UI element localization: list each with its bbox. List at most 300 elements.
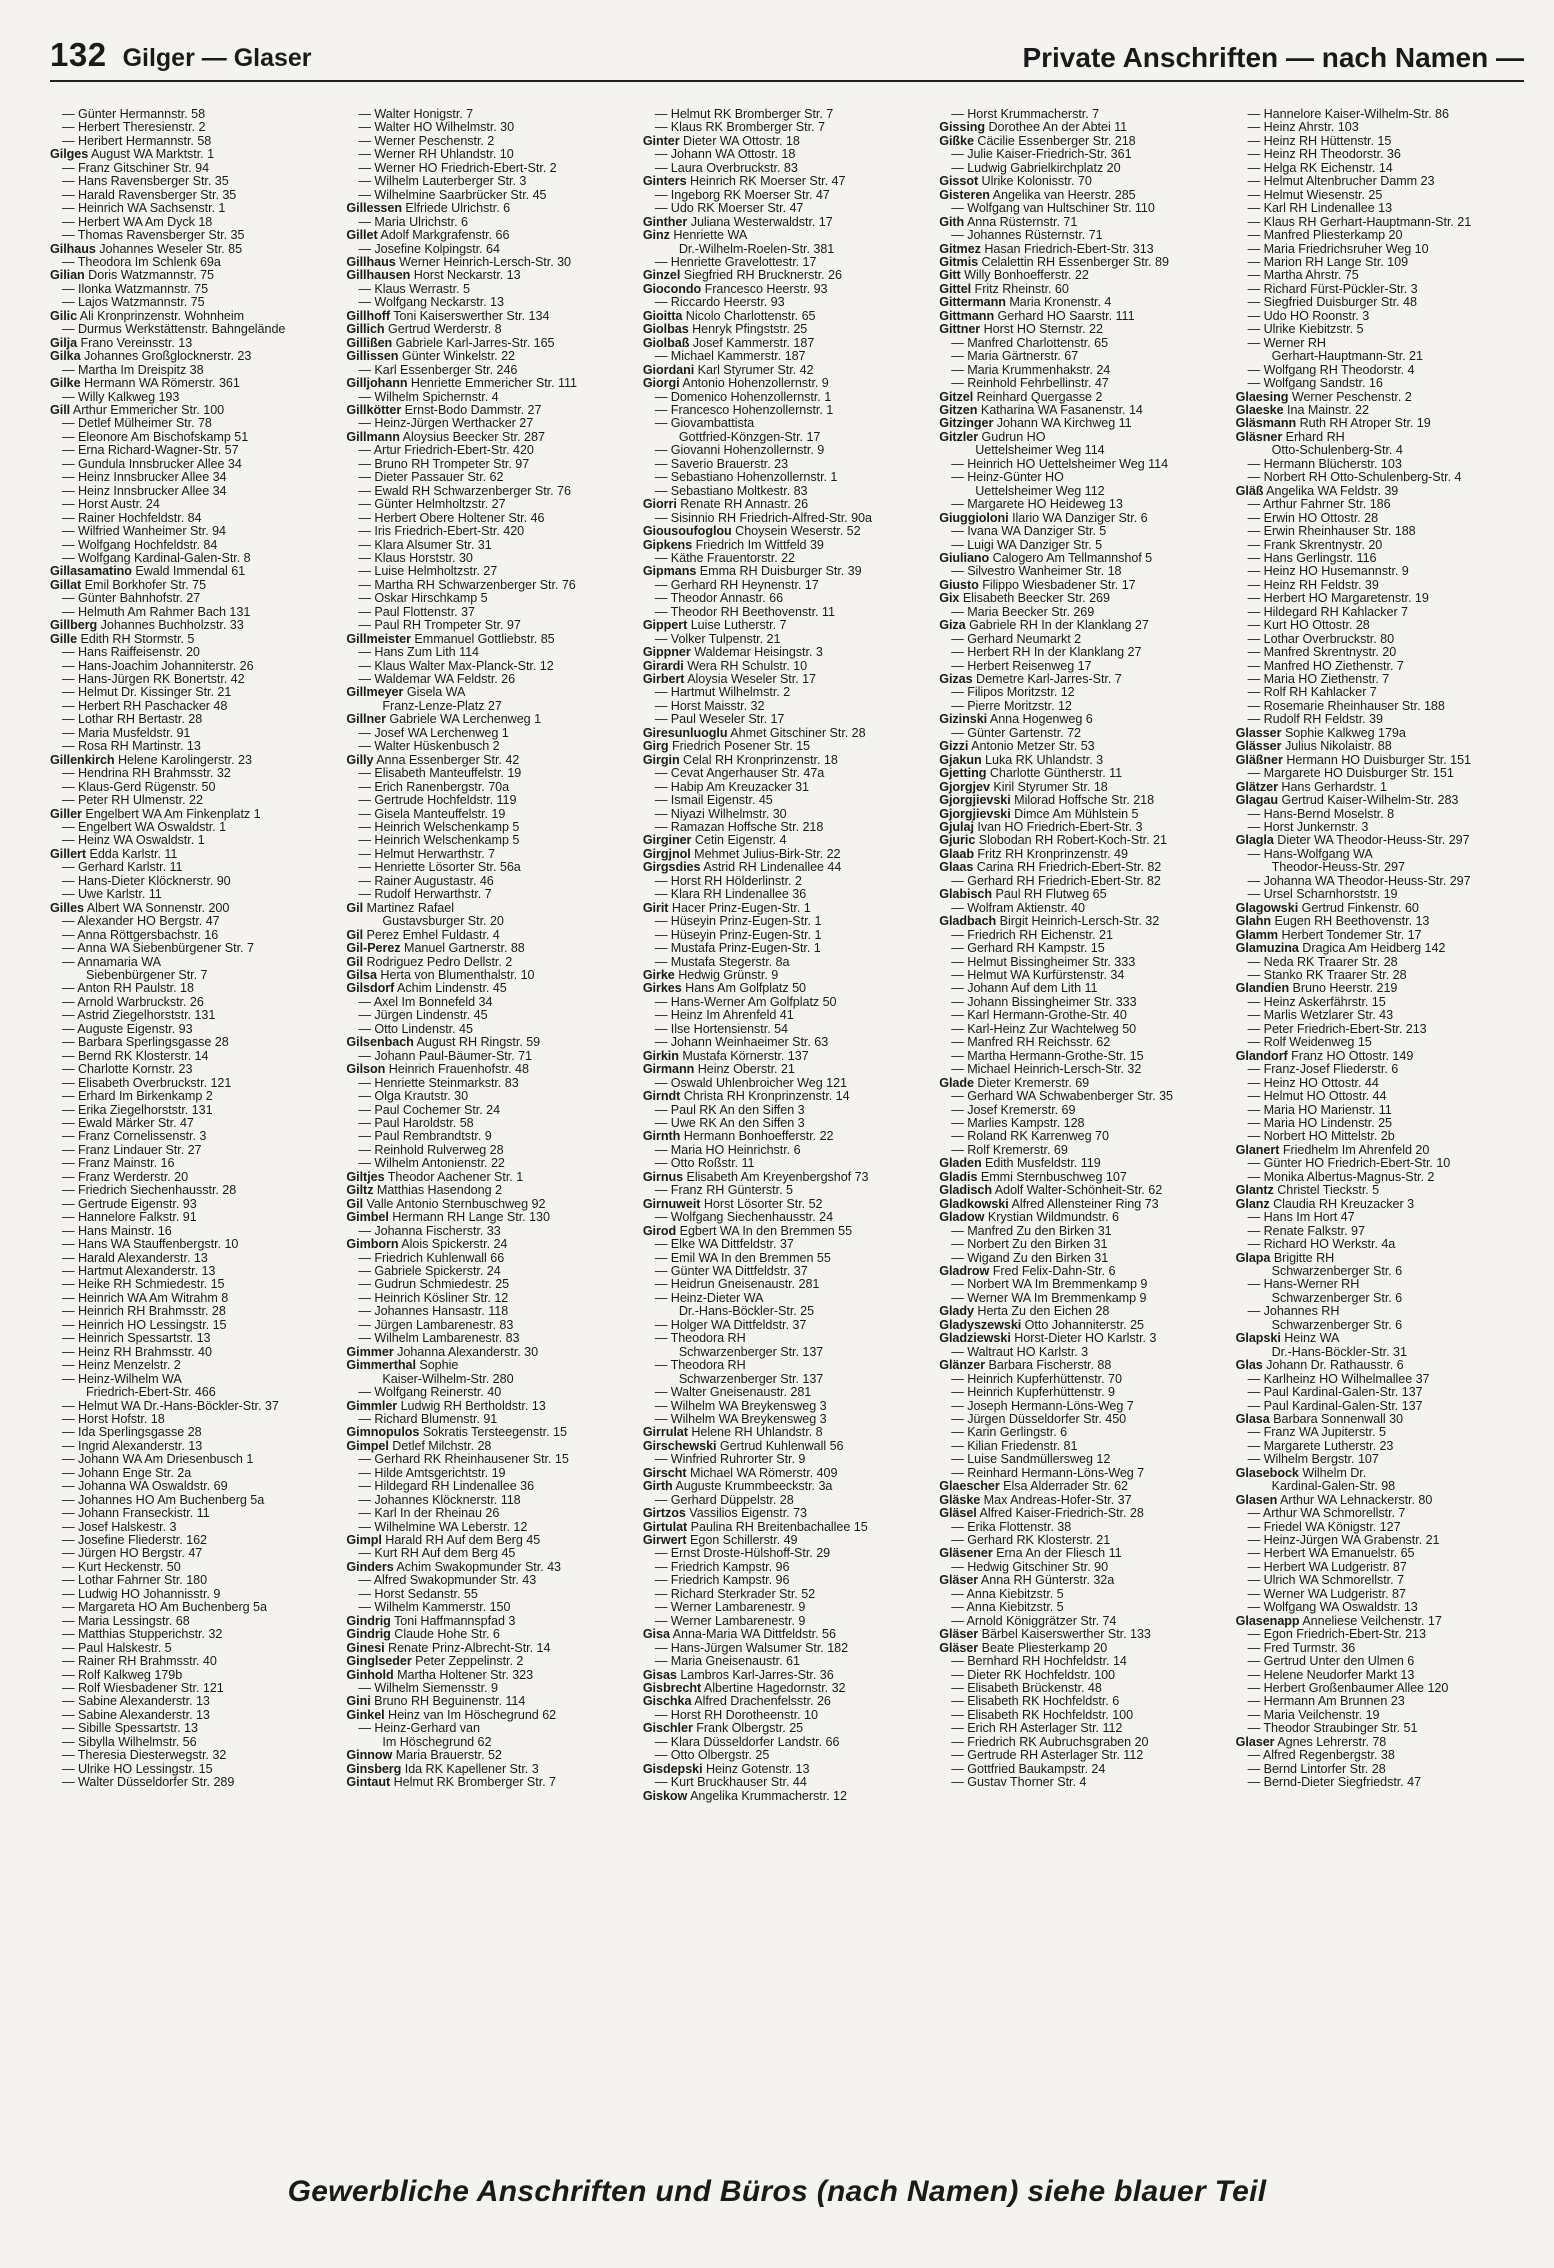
directory-entry: — Sabine Alexanderstr. 13 [62, 1695, 210, 1709]
directory-entry: — Barbara Sperlingsgasse 28 [62, 1036, 229, 1050]
directory-entry: — Egon Friedrich-Ebert-Str. 213 [1247, 1628, 1426, 1642]
directory-entry: — Rudolf RH Feldstr. 39 [1247, 713, 1383, 727]
directory-entry: — Durmus Werkstättenstr. Bahngelände [62, 323, 286, 337]
directory-entry: — Gertrude RH Asterlager Str. 112 [951, 1749, 1144, 1763]
directory-entry: — Gundula Innsbrucker Allee 34 [62, 457, 242, 471]
directory-entry: Gimmerthal Sophie [346, 1359, 459, 1373]
directory-entry: — Elisabeth RK Hochfeldstr. 100 [951, 1708, 1134, 1722]
directory-entry: — Ingrid Alexanderstr. 13 [62, 1439, 203, 1453]
directory-entry: Girtzos Vassilios Eigenstr. 73 [642, 1507, 807, 1521]
directory-entry: — Hans Zum Lith 114 [358, 646, 480, 660]
directory-entry: — Arthur Fahrner Str. 186 [1247, 498, 1391, 512]
directory-entry: Gladkowski Alfred Allensteiner Ring 73 [939, 1197, 1159, 1211]
directory-entry: Glasser Sophie Kalkweg 179a [1235, 726, 1406, 740]
directory-entry: Kaiser-Wilhelm-Str. 280 [382, 1372, 514, 1386]
directory-entry: — Johann WA Ottostr. 18 [654, 148, 796, 162]
directory-entry: Glaescher Elsa Alderrader Str. 62 [939, 1480, 1128, 1494]
directory-entry: — Annamaria WA [62, 955, 161, 969]
directory-entry: — Lothar Fahrner Str. 180 [62, 1574, 208, 1588]
directory-entry: — Erwin HO Ottostr. 28 [1247, 511, 1379, 525]
directory-entry: — Horst RH Hölderlinstr. 2 [654, 874, 802, 888]
directory-entry: Gitzen Katharina WA Fasanenstr. 14 [939, 403, 1143, 417]
directory-entry: — Ursel Scharnhorststr. 19 [1247, 888, 1398, 902]
directory-entry: — Johann Bissingheimer Str. 333 [951, 995, 1137, 1009]
directory-entry: — Herbert WA Ludgeristr. 87 [1247, 1560, 1407, 1574]
directory-entry: Glamuzina Dragica Am Heidberg 142 [1235, 942, 1446, 956]
directory-entry: — Peter Friedrich-Ebert-Str. 213 [1247, 1022, 1427, 1036]
directory-entry: — Iris Friedrich-Ebert-Str. 420 [358, 525, 525, 539]
directory-entry: Gladisch Adolf Walter-Schönheit-Str. 62 [939, 1184, 1163, 1198]
directory-entry: — Manfred RH Reichsstr. 62 [951, 1036, 1111, 1050]
directory-entry: — Hendrina RH Brahmsstr. 32 [62, 767, 231, 781]
directory-entry: — Norbert WA Im Bremmenkamp 9 [951, 1278, 1148, 1292]
directory-entry: — Otto Roßstr. 11 [654, 1157, 755, 1171]
directory-entry: — Klaus-Gerd Rügenstr. 50 [62, 780, 216, 794]
directory-entry: — Astrid Ziegelhorststr. 131 [62, 1009, 216, 1023]
directory-entry: — Sibylla Wilhelmstr. 56 [62, 1735, 197, 1749]
directory-entry: — Karl In der Rheinau 26 [358, 1507, 500, 1521]
directory-entry: — Matthias Stupperichstr. 32 [62, 1628, 223, 1642]
directory-entry: Gillkötter Ernst-Bodo Dammstr. 27 [346, 403, 542, 417]
directory-entry: Gil Rodriguez Pedro Dellstr. 2 [346, 955, 513, 969]
directory-entry: — Wolfgang Hochfeldstr. 84 [62, 538, 218, 552]
directory-entry: Schwarzenberger Str. 6 [1271, 1318, 1403, 1332]
directory-entry: — Helmut WA Kurfürstenstr. 34 [951, 969, 1125, 982]
directory-entry: — Herbert HO Margaretenstr. 19 [1247, 592, 1429, 606]
directory-entry: — Gottfried Baukampstr. 24 [951, 1762, 1106, 1776]
directory-entry: — Maria Gneisenaustr. 61 [654, 1655, 800, 1669]
directory-entry: Girbert Aloysia Weseler Str. 17 [642, 673, 817, 687]
directory-entry: Ginesi Renate Prinz-Albrecht-Str. 14 [346, 1641, 551, 1655]
directory-entry: Gjuric Slobodan RH Robert-Koch-Str. 21 [939, 834, 1167, 848]
directory-entry: Ginhold Martha Holtener Str. 323 [346, 1668, 534, 1682]
directory-entry: — Henriette Steinmarkstr. 83 [358, 1076, 519, 1090]
directory-entry: Gipkens Friedrich Im Wittfeld 39 [642, 538, 824, 552]
directory-entry: — Martha Im Dreispitz 38 [62, 363, 204, 377]
directory-entry: — Wolfgang WA Oswaldstr. 13 [1247, 1601, 1418, 1615]
directory-entry: — Rolf Weidenweg 15 [1247, 1036, 1372, 1050]
directory-entry: — Engelbert WA Oswaldstr. 1 [62, 821, 227, 835]
directory-entry: — Gerhard WA Schwabenberger Str. 35 [951, 1090, 1174, 1104]
directory-entry: Gitzinger Johann WA Kirchweg 11 [939, 417, 1132, 431]
directory-entry: — Riccardo Heerstr. 93 [654, 296, 785, 310]
directory-entry: — Heinz RH Feldstr. 39 [1247, 578, 1379, 592]
directory-entry: — Luise Sandmüllersweg 12 [951, 1453, 1111, 1467]
directory-entry: Girnuweit Horst Lösorter Str. 52 [642, 1197, 823, 1211]
directory-entry: Gladen Edith Musfeldstr. 119 [939, 1157, 1101, 1171]
directory-entry: — Dieter Passauer Str. 62 [358, 471, 504, 485]
directory-entry: — Rainer Hochfeldstr. 84 [62, 511, 202, 525]
directory-entry: — Fred Turmstr. 36 [1247, 1641, 1356, 1655]
directory-entry: — Frank Skrentnystr. 20 [1247, 538, 1383, 552]
directory-entry: — Manfred Zu den Birken 31 [951, 1224, 1112, 1238]
directory-entry: — Ulrike Kiebitzstr. 5 [1247, 323, 1364, 337]
directory-entry: Gilljohann Henriette Emmericher Str. 111 [346, 377, 577, 391]
directory-entry: — Hans-Bernd Moselstr. 8 [1247, 807, 1395, 821]
directory-entry: Glahn Eugen RH Beethovenstr. 13 [1235, 915, 1430, 929]
directory-entry: — Marlis Wetzlarer Str. 43 [1247, 1009, 1394, 1023]
directory-entry: Gimmer Johanna Alexanderstr. 30 [346, 1345, 539, 1359]
directory-entry: Friedrich-Ebert-Str. 466 [86, 1386, 216, 1400]
directory-entry: — Laura Overbruckstr. 83 [654, 161, 798, 175]
directory-entry: — Margarete HO Duisburger Str. 151 [1247, 767, 1454, 781]
directory-entry: — Jürgen HO Bergstr. 47 [62, 1547, 203, 1561]
directory-entry: Giller Engelbert WA Am Finkenplatz 1 [50, 807, 261, 821]
directory-entry: Schwarzenberger Str. 6 [1271, 1291, 1403, 1305]
directory-entry: — Detlef Mülheimer Str. 78 [62, 417, 212, 431]
directory-entry: — Uwe RK An den Siffen 3 [654, 1116, 805, 1130]
directory-entry: — Horst Sedanstr. 55 [358, 1587, 478, 1601]
directory-entry: Ginglseder Peter Zeppelinstr. 2 [346, 1655, 524, 1669]
directory-entry: — Helmut RK Bromberger Str. 7 [654, 108, 834, 121]
directory-entry: — Martha RH Schwarzenberger Str. 76 [358, 578, 576, 592]
directory-entry: Schwarzenberger Str. 137 [678, 1372, 824, 1386]
directory-entry: Gjakun Luka RK Uhlandstr. 3 [939, 753, 1104, 767]
directory-entry: Giusto Filippo Wiesbadener Str. 17 [939, 578, 1136, 592]
directory-entry: Gini Bruno RH Beguinenstr. 114 [346, 1695, 526, 1709]
directory-entry: — Herbert Theresienstr. 2 [62, 121, 206, 135]
directory-entry: Gißke Cäcilie Essenberger Str. 218 [939, 134, 1136, 148]
directory-entry: Glabisch Paul RH Flutweg 65 [939, 888, 1107, 902]
directory-entry: — Elisabeth Brückenstr. 48 [951, 1682, 1102, 1696]
directory-entry: — Günter WA Dittfeldstr. 37 [654, 1264, 808, 1278]
directory-entry: — Wilhelm Bergstr. 107 [1247, 1453, 1379, 1467]
directory-entry: — Klara RH Lindenallee 36 [654, 888, 807, 902]
directory-entry: — Paul Halskestr. 5 [62, 1641, 172, 1655]
directory-entry: — Herbert Obere Holtener Str. 46 [358, 511, 545, 525]
directory-entry: — Friedrich RK Aubruchsgraben 20 [951, 1735, 1149, 1749]
directory-entry: — Hüseyin Prinz-Eugen-Str. 1 [654, 915, 822, 929]
directory-entry: Gisbrecht Albertine Hagedornstr. 32 [642, 1682, 846, 1696]
directory-entry: Gilly Anna Essenberger Str. 42 [346, 753, 520, 767]
directory-entry: Gitmez Hasan Friedrich-Ebert-Str. 313 [939, 242, 1154, 256]
directory-entry: Gix Elisabeth Beecker Str. 269 [939, 592, 1110, 606]
directory-entry: — Erich RH Asterlager Str. 112 [951, 1722, 1123, 1736]
directory-entry: — Johann Franseckistr. 11 [62, 1507, 210, 1521]
directory-entry: — Arthur WA Schmorellstr. 7 [1247, 1507, 1406, 1521]
directory-entry: Glapski Heinz WA [1235, 1332, 1340, 1346]
directory-entry: — Kurt HO Ottostr. 28 [1247, 619, 1370, 633]
directory-entry: Girardi Wera RH Schulstr. 10 [642, 659, 808, 673]
directory-entry: Gillissen Günter Winkelstr. 22 [346, 350, 515, 364]
directory-entry: Girkin Mustafa Körnerstr. 137 [642, 1049, 809, 1063]
directory-entry: Glätzer Hans Gerhardstr. 1 [1235, 780, 1387, 794]
directory-entry: Gisteren Angelika van Heerstr. 285 [939, 188, 1136, 202]
directory-entry: — Eleonore Am Bischofskamp 51 [62, 430, 249, 444]
directory-entry: Gläsmann Ruth RH Atroper Str. 19 [1235, 417, 1431, 431]
directory-entry: — Franz Mainstr. 16 [62, 1157, 175, 1171]
directory-entry: Ginters Heinrich RK Moerser Str. 47 [642, 175, 846, 189]
directory-entry: — Herbert Großenbaumer Allee 120 [1247, 1682, 1449, 1696]
directory-entry: Giolbaß Josef Kammerstr. 187 [642, 336, 815, 350]
directory-entry: — Julie Kaiser-Friedrich-Str. 361 [951, 148, 1132, 162]
directory-entry: Giuliano Calogero Am Tellmannshof 5 [939, 551, 1153, 565]
directory-entry: — Siegfried Duisburger Str. 48 [1247, 296, 1417, 310]
directory-entry: — Heinz WA Oswaldstr. 1 [62, 834, 205, 848]
directory-entry: Ginders Achim Swakopmunder Str. 43 [346, 1560, 562, 1574]
directory-entry: — Friedel WA Königstr. 127 [1247, 1520, 1401, 1534]
directory-entry: — Heinrich Kösliner Str. 12 [358, 1291, 509, 1305]
directory-entry: Gille Edith RH Stormstr. 5 [50, 632, 195, 646]
directory-entry: — Auguste Eigenstr. 93 [62, 1022, 193, 1036]
directory-entry: — Heribert Hermannstr. 58 [62, 134, 212, 148]
directory-entry: — Heinz-Günter HO [951, 471, 1064, 485]
name-range: Gilger — Glaser [122, 44, 312, 72]
directory-entry: — Otto Lindenstr. 45 [358, 1022, 473, 1036]
directory-entry: — Hans WA Stauffenbergstr. 10 [62, 1238, 239, 1252]
directory-entry: — Wilfried Wanheimer Str. 94 [62, 525, 226, 539]
directory-entry: — Anna Kiebitzstr. 5 [951, 1601, 1064, 1615]
directory-entry: — Saverio Brauerstr. 23 [654, 457, 789, 471]
directory-entry: — Paul Haroldstr. 58 [358, 1116, 474, 1130]
directory-entry: — Johannes Hansastr. 118 [358, 1305, 509, 1319]
directory-entry: — Rolf RH Kahlacker 7 [1247, 686, 1377, 700]
directory-entry: — Ivana WA Danziger Str. 5 [951, 525, 1107, 539]
directory-entry: — Theodor Straubinger Str. 51 [1247, 1722, 1418, 1736]
directory-entry: — Manfred Pliesterkamp 20 [1247, 229, 1403, 243]
directory-entry: — Heinrich Kupferhüttenstr. 9 [951, 1386, 1115, 1400]
directory-entry: — Henriette Lösorter Str. 56a [358, 861, 521, 875]
directory-entry: Gisas Lambros Karl-Jarres-Str. 36 [642, 1668, 834, 1682]
directory-entry: Gjorgjev Kiril Styrumer Str. 18 [939, 780, 1108, 794]
directory-entry: — Anna WA Siebenbürgener Str. 7 [62, 942, 254, 956]
directory-entry: — Helmut WA Dr.-Hans-Böckler-Str. 37 [62, 1399, 279, 1413]
directory-entry: — Theodora Im Schlenk 69a [62, 255, 221, 269]
directory-entry: — Heinrich Spessartstr. 13 [62, 1332, 211, 1346]
directory-entry: — Lothar RH Bertastr. 28 [62, 713, 203, 727]
directory-entry: — Walter Düsseldorfer Str. 289 [62, 1776, 235, 1790]
directory-entry: Gläsner Erhard RH [1235, 430, 1345, 444]
directory-entry: Girwert Egon Schillerstr. 49 [642, 1534, 798, 1548]
directory-entry: Gitzler Gudrun HO [939, 430, 1046, 444]
directory-entry: — Günter Gartenstr. 72 [951, 726, 1082, 740]
directory-entry: Glandien Bruno Heerstr. 219 [1235, 982, 1398, 996]
directory-entry: — Hans-Werner RH [1247, 1278, 1360, 1292]
directory-entry: Gizas Demetre Karl-Jarres-Str. 7 [939, 673, 1122, 687]
directory-entry: Gladis Emmi Sternbuschweg 107 [939, 1170, 1127, 1184]
directory-entry: — Norbert Zu den Birken 31 [951, 1238, 1108, 1252]
directory-entry: Gläser Anna RH Günterstr. 32a [939, 1574, 1115, 1588]
directory-entry: — Elisabeth Overbruckstr. 121 [62, 1076, 232, 1090]
directory-entry: — Reinhold Rulverweg 28 [358, 1143, 504, 1157]
directory-entry: Glady Herta Zu den Eichen 28 [939, 1305, 1110, 1319]
directory-entry: — Wolfram Aktienstr. 40 [951, 901, 1085, 915]
directory-entry: — Gabriele Spickerstr. 24 [358, 1264, 501, 1278]
directory-entry: Gottfried-Könzgen-Str. 17 [678, 430, 821, 444]
directory-entry: — Domenico Hohenzollernstr. 1 [654, 390, 832, 404]
directory-entry: — Herbert Reisenweg 17 [951, 659, 1092, 673]
directory-entry: — Horst Junkernstr. 3 [1247, 821, 1369, 835]
directory-entry: Gillmeyer Gisela WA [346, 686, 466, 700]
directory-entry: Gillmann Aloysius Beecker Str. 287 [346, 430, 545, 444]
directory-entry: — Udo HO Roonstr. 3 [1247, 309, 1370, 323]
directory-entry: — Erich Ranenbergstr. 70a [358, 780, 510, 794]
directory-entry: — Heinz Im Ahrenfeld 41 [654, 1009, 794, 1023]
directory-entry: — Ilse Hortensienstr. 54 [654, 1022, 789, 1036]
directory-entry: — Giovanni Hohenzollernstr. 9 [654, 444, 825, 458]
directory-entry: Girkes Hans Am Golfplatz 50 [642, 982, 806, 996]
header-left [50, 36, 312, 74]
directory-entry: — Helmut Bissingheimer Str. 333 [951, 955, 1136, 969]
directory-entry: — Friedrich RH Eichenstr. 21 [951, 928, 1113, 942]
column-1 [50, 108, 338, 2144]
directory-entry: — Klaus Werrastr. 5 [358, 282, 470, 296]
page-number: 132 [50, 36, 107, 73]
directory-entry: — Friedrich Kuhlenwall 66 [358, 1251, 505, 1265]
directory-entry: Gittel Fritz Rheinstr. 60 [939, 282, 1069, 296]
directory-entry: — Werner Lambarenestr. 9 [654, 1601, 806, 1615]
directory-entry: Gillmeister Emmanuel Gottliebstr. 85 [346, 632, 555, 646]
directory-entry: Girschewski Gertrud Kuhlenwall 56 [642, 1439, 844, 1453]
directory-entry: Dr.-Wilhelm-Roelen-Str. 381 [678, 242, 835, 256]
directory-entry: Gladyszewski Otto Johanniterstr. 25 [939, 1318, 1144, 1332]
directory-entry: Glänzer Barbara Fischerstr. 88 [939, 1359, 1112, 1373]
directory-entry: Glapa Brigitte RH [1235, 1251, 1335, 1265]
directory-entry: Giorri Renate RH Annastr. 26 [642, 498, 809, 512]
directory-entry: — Paul Weseler Str. 17 [654, 713, 785, 727]
directory-entry: Gilsa Herta von Blumenthalstr. 10 [346, 969, 535, 982]
directory-entry: — Klaus RK Bromberger Str. 7 [654, 121, 825, 135]
directory-entry: Glaab Fritz RH Kronprinzenstr. 49 [939, 847, 1128, 861]
directory-entry: — Artur Friedrich-Ebert-Str. 420 [358, 444, 534, 458]
directory-entry: — Paul Flottenstr. 37 [358, 605, 475, 619]
directory-entry: — Heinz-Gerhard van [358, 1722, 480, 1736]
directory-entry: — Olga Krautstr. 30 [358, 1090, 469, 1104]
directory-entry: — Rosemarie Rheinhauser Str. 188 [1247, 699, 1445, 713]
directory-entry: — Ramazan Hoffsche Str. 218 [654, 821, 824, 835]
directory-entry: — Hannelore Falkstr. 91 [62, 1211, 197, 1225]
directory-entry: Ginzel Siegfried RH Brucknerstr. 26 [642, 269, 842, 283]
directory-entry: Gillasamatino Ewald Immendal 61 [50, 565, 246, 579]
directory-entry: Schwarzenberger Str. 137 [678, 1345, 824, 1359]
directory-entry: Girnth Hermann Bonhoefferstr. 22 [642, 1130, 834, 1144]
directory-entry: — Horst Krummacherstr. 7 [951, 108, 1100, 121]
directory-entry: Gladziewski Horst-Dieter HO Karlstr. 3 [939, 1332, 1157, 1346]
directory-entry: — Josefine Kolpingstr. 64 [358, 242, 500, 256]
directory-entry: Gisa Anna-Maria WA Dittfeldstr. 56 [642, 1628, 836, 1642]
directory-entry: — Ludwig HO Johannisstr. 9 [62, 1587, 221, 1601]
directory-entry: — Hildegard RH Kahlacker 7 [1247, 605, 1409, 619]
directory-entry: — Richard HO Werkstr. 4a [1247, 1238, 1396, 1252]
directory-entry: Glasenapp Anneliese Veilchenstr. 17 [1235, 1614, 1442, 1628]
directory-entry: Gjulaj Ivan HO Friedrich-Ebert-Str. 3 [939, 821, 1143, 835]
directory-entry: — Hilde Amtsgerichtstr. 19 [358, 1466, 506, 1480]
directory-entry: — Josef Halskestr. 3 [62, 1520, 177, 1534]
directory-entry: — Hildegard RH Lindenallee 36 [358, 1480, 535, 1494]
directory-entry: — Mustafa Stegerstr. 8a [654, 955, 790, 969]
directory-entry: Girndt Christa RH Kronprinzenstr. 14 [642, 1090, 850, 1104]
directory-entry: Gischka Alfred Drachenfelsstr. 26 [642, 1695, 831, 1709]
directory-entry: — Helene Neudorfer Markt 13 [1247, 1668, 1415, 1682]
directory-entry: — Franz-Josef Fliederstr. 6 [1247, 1063, 1399, 1077]
directory-entry: — Johann Enge Str. 2a [62, 1466, 192, 1480]
directory-entry: — Volker Tulpenstr. 21 [654, 632, 781, 646]
directory-entry: — Reinhold Fehrbellinstr. 47 [951, 377, 1109, 391]
directory-entry: — Martha Ahrstr. 75 [1247, 269, 1359, 283]
directory-entry: Gimbel Hermann RH Lange Str. 130 [346, 1211, 550, 1225]
directory-entry: — Erna Richard-Wagner-Str. 57 [62, 444, 239, 458]
directory-entry: Gjorgjievski Milorad Hoffsche Str. 218 [939, 794, 1155, 808]
directory-entry: — Neda RK Traarer Str. 28 [1247, 955, 1398, 969]
directory-entry: Gissing Dorothee An der Abtei 11 [939, 121, 1128, 135]
directory-entry: — Johanna WA Oswaldstr. 69 [62, 1480, 228, 1494]
directory-entry: Schwarzenberger Str. 6 [1271, 1264, 1403, 1278]
directory-entry: — Werner Lambarenestr. 9 [654, 1614, 806, 1628]
directory-entry: — Bruno RH Trompeter Str. 97 [358, 457, 530, 471]
directory-entry: Gilsenbach August RH Ringstr. 59 [346, 1036, 541, 1050]
directory-entry: — Wigand Zu den Birken 31 [951, 1251, 1109, 1265]
directory-entry: Gillhaus Werner Heinrich-Lersch-Str. 30 [346, 255, 571, 269]
directory-entry: — Hedwig Gitschiner Str. 90 [951, 1560, 1109, 1574]
directory-entry: — Manfred HO Ziethenstr. 7 [1247, 659, 1404, 673]
directory-entry: — Anna Kiebitzstr. 5 [951, 1587, 1064, 1601]
directory-entry: — Franz WA Jupiterstr. 5 [1247, 1426, 1386, 1440]
column-2 [346, 108, 634, 2144]
directory-entry: — Paul RH Trompeter Str. 97 [358, 619, 521, 633]
directory-entry: Siebenbürgener Str. 7 [86, 969, 208, 982]
directory-entry: — Erika Flottenstr. 38 [951, 1520, 1072, 1534]
directory-entry: — Rosa RH Martinstr. 13 [62, 740, 201, 754]
directory-entry: — Martha Hermann-Grothe-Str. 15 [951, 1049, 1144, 1063]
directory-entry: — Cevat Angerhauser Str. 47a [654, 767, 825, 781]
directory-entry: — Klara Alsumer Str. 31 [358, 538, 492, 552]
directory-entry: — Rudolf Herwarthstr. 7 [358, 888, 492, 902]
directory-entry: — Hans Mainstr. 16 [62, 1224, 172, 1238]
directory-entry: — Arnold Warbruckstr. 26 [62, 995, 204, 1009]
directory-entry: — Heinz HO Ottostr. 44 [1247, 1076, 1379, 1090]
directory-entry: Glade Dieter Kremerstr. 69 [939, 1076, 1090, 1090]
directory-entry: — Wilhelm WA Breykensweg 3 [654, 1412, 827, 1426]
directory-entry: — Klaus Horststr. 30 [358, 551, 473, 565]
directory-entry: Gimpl Harald RH Auf dem Berg 45 [346, 1534, 541, 1548]
directory-entry: — Paul Rembrandtstr. 9 [358, 1130, 492, 1144]
directory-entry: — Helmuth Am Rahmer Bach 131 [62, 605, 251, 619]
directory-entry: — Gertrude Eigenstr. 93 [62, 1197, 197, 1211]
directory-entry: Girth Auguste Krummbeeckstr. 3a [642, 1480, 833, 1494]
directory-entry: — Silvestro Wanheimer Str. 18 [951, 565, 1122, 579]
directory-entry: — Lajos Watzmannstr. 75 [62, 296, 205, 310]
directory-entry: — Emil WA In den Bremmen 55 [654, 1251, 831, 1265]
directory-entry: — Günter Helmholtzstr. 27 [358, 498, 506, 512]
directory-entry: — Elke WA Dittfeldstr. 37 [654, 1238, 794, 1252]
directory-entry: Glasebock Wilhelm Dr. [1235, 1466, 1367, 1480]
directory-entry: Glasen Arthur WA Lehnackerstr. 80 [1235, 1493, 1433, 1507]
directory-entry: — Franz Cornelissenstr. 3 [62, 1130, 207, 1144]
directory-entry: — Charlotte Kornstr. 23 [62, 1063, 193, 1077]
directory-entry: — Marion RH Lange Str. 109 [1247, 255, 1409, 269]
directory-entry: — Anton RH Paulstr. 18 [62, 982, 194, 996]
directory-entry: Girit Hacer Prinz-Eugen-Str. 1 [642, 901, 811, 915]
directory-entry: — Sebastiano Hohenzollernstr. 1 [654, 471, 838, 485]
directory-entry: Girnus Elisabeth Am Kreyenbergshof 73 [642, 1170, 869, 1184]
directory-entry: Gittermann Maria Kronenstr. 4 [939, 296, 1112, 310]
directory-entry: — Rainer Augustastr. 46 [358, 874, 494, 888]
directory-entry: Girgjnol Mehmet Julius-Birk-Str. 22 [642, 847, 841, 861]
directory-entry: — Maria Ulrichstr. 6 [358, 215, 468, 229]
directory-entry: — Karl Essenberger Str. 246 [358, 363, 518, 377]
directory-entry: Giordani Karl Styrumer Str. 42 [642, 363, 814, 377]
directory-entry: — Heinz-Jürgen WA Grabenstr. 21 [1247, 1534, 1440, 1548]
directory-entry: — Rainer RH Brahmsstr. 40 [62, 1655, 217, 1669]
directory-entry: — Monika Albertus-Magnus-Str. 2 [1247, 1170, 1435, 1184]
directory-entry: Gläsel Alfred Kaiser-Friedrich-Str. 28 [939, 1507, 1144, 1521]
directory-entry: — Oswald Uhlenbroicher Weg 121 [654, 1076, 847, 1090]
directory-entry: Uettelsheimer Weg 112 [975, 484, 1105, 498]
directory-entry: Dr.-Hans-Böckler-Str. 25 [678, 1305, 815, 1319]
directory-entry: — Josef WA Lerchenweg 1 [358, 726, 509, 740]
directory-entry: — Herbert WA Emanuelstr. 65 [1247, 1547, 1415, 1561]
directory-entry: — Günter HO Friedrich-Ebert-Str. 10 [1247, 1157, 1451, 1171]
